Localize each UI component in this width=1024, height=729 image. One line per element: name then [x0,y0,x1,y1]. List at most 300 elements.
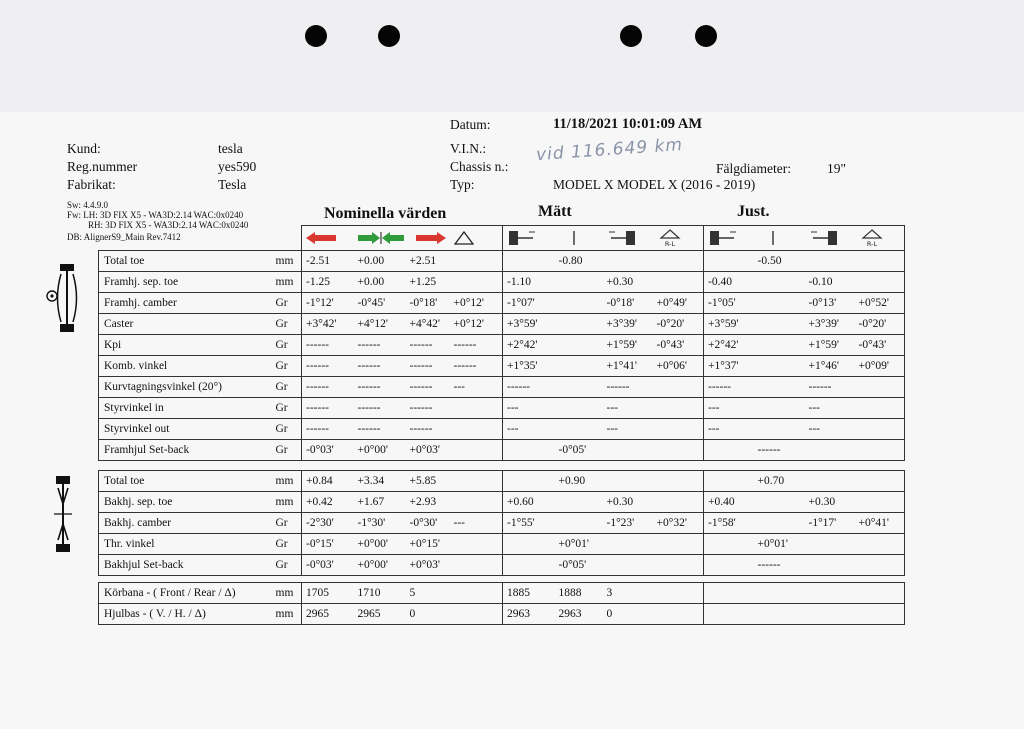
row-unit: mm [274,272,302,293]
arrow-left-red-icon [302,226,354,251]
nominal-cell: +0.00 [354,272,406,293]
row-label: Bakhj. sep. toe [99,492,274,513]
punch-hole [378,25,400,47]
measured-cell [555,314,603,335]
row-unit: mm [274,583,302,604]
measured-cell: +0°32' [653,513,704,534]
adjusted-cell [855,534,905,555]
typ-label: Typ: [450,177,475,192]
nominal-cell: +3.34 [354,471,406,492]
adjusted-cell [855,419,905,440]
vin-label: V.I.N.: [450,141,487,156]
nominal-cell: +0°15' [406,534,450,555]
table-row [99,440,905,461]
measured-cell [653,534,704,555]
adjusted-cell [855,440,905,461]
adjusted-cell: -0°43' [855,335,905,356]
table-row [99,471,905,492]
nominal-cell: -0°45' [354,293,406,314]
adjusted-cell [855,604,905,625]
measured-cell [653,555,704,576]
adjusted-cell: -0.10 [805,272,855,293]
arrow-right-red-icon [406,226,450,251]
measured-cell [555,377,603,398]
wheel-left-icon [704,226,754,251]
measured-cell: +1°35' [503,356,555,377]
adjusted-cell [754,272,805,293]
measured-cell: +3°59' [503,314,555,335]
svg-text:R-L: R-L [866,240,877,247]
nominal-cell: ------ [450,356,503,377]
measured-cell: +0.60 [503,492,555,513]
r-l-icon [653,226,704,251]
table-row [99,513,905,534]
adjusted-cell [704,534,754,555]
adjusted-cell [855,583,905,604]
front-axle-car-icon [46,262,86,334]
measured-cell: +0.90 [555,471,603,492]
adjusted-cell [805,534,855,555]
nominal-cell: ------ [354,398,406,419]
row-unit: Gr [274,555,302,576]
nominal-cell: +4°12' [354,314,406,335]
measured-cell: -1.10 [503,272,555,293]
adjusted-cell [754,604,805,625]
nominal-cell: -0°18' [406,293,450,314]
measured-cell [555,356,603,377]
datum-label: Datum: [450,117,491,132]
fabrikat-value: Tesla [218,177,247,192]
table-row [99,492,905,513]
measured-cell: --- [503,398,555,419]
adjusted-cell [754,513,805,534]
measured-cell [653,583,704,604]
adjusted-cell [754,293,805,314]
adjusted-cell [855,492,905,513]
measured-cell [603,440,653,461]
nominal-cell: +0°03' [406,555,450,576]
kund-value: tesla [218,141,243,156]
measured-cell [603,251,653,272]
typ-value: MODEL X MODEL X (2016 - 2019) [553,177,756,192]
measured-cell [653,377,704,398]
measured-cell: 2963 [503,604,555,625]
nominal-cell: +4°42' [406,314,450,335]
nominal-cell: ------ [354,419,406,440]
nominal-cell: +1.25 [406,272,450,293]
nominal-cell: -2.51 [302,251,354,272]
adjusted-cell [805,471,855,492]
nominal-cell: ------ [354,377,406,398]
row-label: Thr. vinkel [99,534,274,555]
row-unit: Gr [274,314,302,335]
measured-cell: -1°55' [503,513,555,534]
adjusted-cell [855,377,905,398]
measured-cell [555,419,603,440]
measured-cell [603,555,653,576]
table-row [99,604,905,625]
row-label: Caster [99,314,274,335]
nominal-cell: +3°42' [302,314,354,335]
measured-cell: +0°01' [555,534,603,555]
table-row [99,583,905,604]
measured-cell: -0°18' [603,293,653,314]
table-row [99,377,905,398]
adjusted-cell: ------ [754,555,805,576]
measured-cell: 1888 [555,583,603,604]
measured-cell: ------ [503,377,555,398]
nominal-cell: -1.25 [302,272,354,293]
adjusted-cell [754,356,805,377]
adjusted-cell: +0°09' [855,356,905,377]
adjusted-cell: --- [805,419,855,440]
measured-cell [555,513,603,534]
row-unit: Gr [274,534,302,555]
row-label: Styrvinkel in [99,398,274,419]
nominal-cell: ------ [302,398,354,419]
punch-hole [620,25,642,47]
measured-cell: -0°20' [653,314,704,335]
row-unit: Gr [274,377,302,398]
row-label: Bakhjul Set-back [99,555,274,576]
measured-cell: +0.30 [603,272,653,293]
row-unit: Gr [274,335,302,356]
adjusted-cell: +0.40 [704,492,754,513]
row-label: Framhj. sep. toe [99,272,274,293]
svg-text:R-L: R-L [664,240,675,247]
punch-hole [305,25,327,47]
measured-cell [503,555,555,576]
adjusted-cell: +1°59' [805,335,855,356]
nominal-cell: +0°00' [354,440,406,461]
measured-cell [653,604,704,625]
adjusted-cell: +3°59' [704,314,754,335]
adjusted-cell: --- [704,398,754,419]
triangle-icon [450,226,503,251]
adjusted-cell [704,251,754,272]
nominal-cell [450,419,503,440]
measured-cell [503,440,555,461]
adjusted-cell [704,604,754,625]
nominal-cell [450,604,503,625]
nominal-cell: 5 [406,583,450,604]
nominal-cell: 2965 [354,604,406,625]
nominal-cell: -0°03' [302,440,354,461]
nominal-cell: ------ [302,335,354,356]
measured-cell [555,293,603,314]
nominal-cell: ------ [302,377,354,398]
measured-cell [653,419,704,440]
adjusted-cell [754,492,805,513]
measured-cell [603,471,653,492]
measured-cell: -0°43' [653,335,704,356]
nominal-cell: +2.93 [406,492,450,513]
adjusted-cell [704,583,754,604]
adjusted-cell: +0°52' [855,293,905,314]
reg-value: yes590 [218,159,257,174]
row-label: Styrvinkel out [99,419,274,440]
nominal-cell: +0°00' [354,555,406,576]
adjusted-cell [855,471,905,492]
measured-cell [555,335,603,356]
adjusted-cell [704,471,754,492]
fabrikat-label: Fabrikat: [67,177,116,192]
table-row [99,272,905,293]
nominal-cell [450,555,503,576]
row-label: Bakhj. camber [99,513,274,534]
nominal-cell: +0.00 [354,251,406,272]
measured-cell [653,492,704,513]
row-unit: Gr [274,419,302,440]
nominal-cell: -0°15' [302,534,354,555]
row-label: Kpi [99,335,274,356]
measured-cell [653,272,704,293]
adjusted-cell [805,604,855,625]
bar-center-icon [555,226,603,251]
bar-center-icon [754,226,805,251]
adjusted-cell: +0°41' [855,513,905,534]
measured-cell [603,534,653,555]
measured-cell: +2°42' [503,335,555,356]
row-unit: Gr [274,356,302,377]
adjusted-cell: -0°20' [855,314,905,335]
measured-cell [555,398,603,419]
row-unit: Gr [274,398,302,419]
adjusted-cell: ------ [805,377,855,398]
nominal-cell: -2°30' [302,513,354,534]
nominal-cell: 2965 [302,604,354,625]
row-unit: mm [274,604,302,625]
nominal-cell: ------ [302,356,354,377]
measured-cell: 3 [603,583,653,604]
measured-cell: -0.80 [555,251,603,272]
wheel-right-icon [603,226,653,251]
row-unit: mm [274,251,302,272]
nominal-cell [450,534,503,555]
adjusted-cell: ------ [704,377,754,398]
measured-cell: -0°05' [555,440,603,461]
adjusted-cell: +0.70 [754,471,805,492]
nominal-cell: ------ [406,335,450,356]
measured-cell: -0°05' [555,555,603,576]
paper-top-band [0,0,1024,112]
table-row [99,419,905,440]
measured-cell: 1885 [503,583,555,604]
vin-handwritten-note: vid 116.649 km [535,134,684,166]
measured-cell [653,471,704,492]
icon-header-row [99,226,905,251]
nominal-cell: +2.51 [406,251,450,272]
measured-cell [653,398,704,419]
nominal-cell [450,440,503,461]
nominal-cell: +0.84 [302,471,354,492]
r-l-icon [855,226,905,251]
adjusted-cell: +1°37' [704,356,754,377]
measured-cell: +0°49' [653,293,704,314]
row-label: Framhjul Set-back [99,440,274,461]
adjusted-cell: --- [704,419,754,440]
nominal-cell: +0.42 [302,492,354,513]
table-row [99,534,905,555]
falg-label: Fälgdiameter: [716,161,791,176]
nominal-cell: -0°03' [302,555,354,576]
measured-cell: --- [603,419,653,440]
nominal-cell: -0°30' [406,513,450,534]
adjusted-cell [805,583,855,604]
nominal-cell: 0 [406,604,450,625]
measured-cell: -1°07' [503,293,555,314]
row-label: Kurvtagningsvinkel (20°) [99,377,274,398]
row-label: Framhj. camber [99,293,274,314]
adjusted-cell [805,440,855,461]
table-row [99,555,905,576]
punch-hole [695,25,717,47]
adjusted-cell: -0.40 [704,272,754,293]
nominal-cell [450,251,503,272]
fw-rh: RH: 3D FIX X5 - WA3D:2.14 WAC:0x0240 [88,220,249,230]
section-matt: Mätt [538,203,572,220]
row-unit: Gr [274,440,302,461]
measured-cell [653,440,704,461]
adjusted-cell: +1°46' [805,356,855,377]
adjusted-cell: --- [805,398,855,419]
adjusted-cell [855,272,905,293]
arrows-converge-green-icon [354,226,406,251]
nominal-cell: 1710 [354,583,406,604]
adjusted-cell [855,251,905,272]
row-label: Total toe [99,251,274,272]
nominal-cell: +5.85 [406,471,450,492]
row-label: Körbana - ( Front / Rear / Δ) [99,583,274,604]
adjusted-cell: -1°58' [704,513,754,534]
measured-cell: --- [503,419,555,440]
row-label: Total toe [99,471,274,492]
nominal-cell: ------ [354,335,406,356]
chassis-label: Chassis n.: [450,159,509,174]
measured-cell [653,251,704,272]
nominal-cell: +0°03' [406,440,450,461]
measured-cell: +1°41' [603,356,653,377]
adjusted-cell [704,555,754,576]
measured-cell: +3°39' [603,314,653,335]
nominal-cell [450,492,503,513]
adjusted-cell [754,314,805,335]
adjusted-cell: +3°39' [805,314,855,335]
nominal-cell: ------ [406,356,450,377]
adjusted-cell: -0°13' [805,293,855,314]
adjusted-cell [754,377,805,398]
measured-cell: 2963 [555,604,603,625]
row-label: Hjulbas - ( V. / H. / Δ) [99,604,274,625]
wheel-right-icon [805,226,855,251]
adjusted-cell: ------ [754,440,805,461]
adjusted-cell: +0°01' [754,534,805,555]
row-unit: Gr [274,513,302,534]
reg-label: Reg.nummer [67,159,138,174]
section-nominal: Nominella värden [324,205,447,222]
measured-cell [555,492,603,513]
adjusted-cell: +0.30 [805,492,855,513]
measured-cell [503,251,555,272]
measured-cell [555,272,603,293]
measured-cell: --- [603,398,653,419]
adjusted-cell: -1°05' [704,293,754,314]
adjusted-cell [754,583,805,604]
measured-cell: -1°23' [603,513,653,534]
nominal-cell: +0°12' [450,314,503,335]
nominal-cell [450,272,503,293]
measured-cell: +1°59' [603,335,653,356]
nominal-cell [450,583,503,604]
section-just: Just. [737,203,770,220]
row-unit: Gr [274,293,302,314]
table-row [99,251,905,272]
rear-table [98,470,905,576]
measured-cell: ------ [603,377,653,398]
measured-cell [503,534,555,555]
table-row [99,293,905,314]
row-unit: mm [274,492,302,513]
nominal-cell: +0°12' [450,293,503,314]
adjusted-cell [805,555,855,576]
datum-value: 11/18/2021 10:01:09 AM [553,116,703,132]
adjusted-cell [855,398,905,419]
adjusted-cell: -1°17' [805,513,855,534]
table-row [99,398,905,419]
adjusted-cell [704,440,754,461]
adjusted-cell [754,419,805,440]
nominal-cell: ------ [406,377,450,398]
adjusted-cell [805,251,855,272]
table-row [99,314,905,335]
nominal-cell: -1°30' [354,513,406,534]
nominal-cell: --- [450,513,503,534]
fw-lh: Fw: LH: 3D FIX X5 - WA3D:2.14 WAC:0x0240 [67,210,244,220]
row-label: Komb. vinkel [99,356,274,377]
wheel-left-icon [503,226,555,251]
nominal-cell: ------ [406,419,450,440]
nominal-cell: 1705 [302,583,354,604]
nominal-cell [450,398,503,419]
adjusted-cell [754,335,805,356]
adjusted-cell: -0.50 [754,251,805,272]
rear-axle-car-icon [46,474,82,554]
nominal-cell: +1.67 [354,492,406,513]
nominal-cell: -1°12' [302,293,354,314]
measured-cell: 0 [603,604,653,625]
db-version: DB: AlignerS9_Main Rev.7412 [67,232,181,242]
nominal-cell: ------ [406,398,450,419]
adjusted-cell [754,398,805,419]
alignment-table [98,225,905,461]
nominal-cell [450,471,503,492]
kund-label: Kund: [67,141,101,156]
sw-version: Sw: 4.4.9.0 [67,200,109,210]
falg-value: 19" [827,161,847,176]
table-row [99,356,905,377]
nominal-cell: +0°00' [354,534,406,555]
nominal-cell: ------ [302,419,354,440]
measured-cell: +0.30 [603,492,653,513]
measured-cell: +0°06' [653,356,704,377]
nominal-cell: ------ [354,356,406,377]
nominal-cell: ------ [450,335,503,356]
adjusted-cell [855,555,905,576]
adjusted-cell: +2°42' [704,335,754,356]
table-row [99,335,905,356]
extra-table [98,582,905,625]
row-unit: mm [274,471,302,492]
